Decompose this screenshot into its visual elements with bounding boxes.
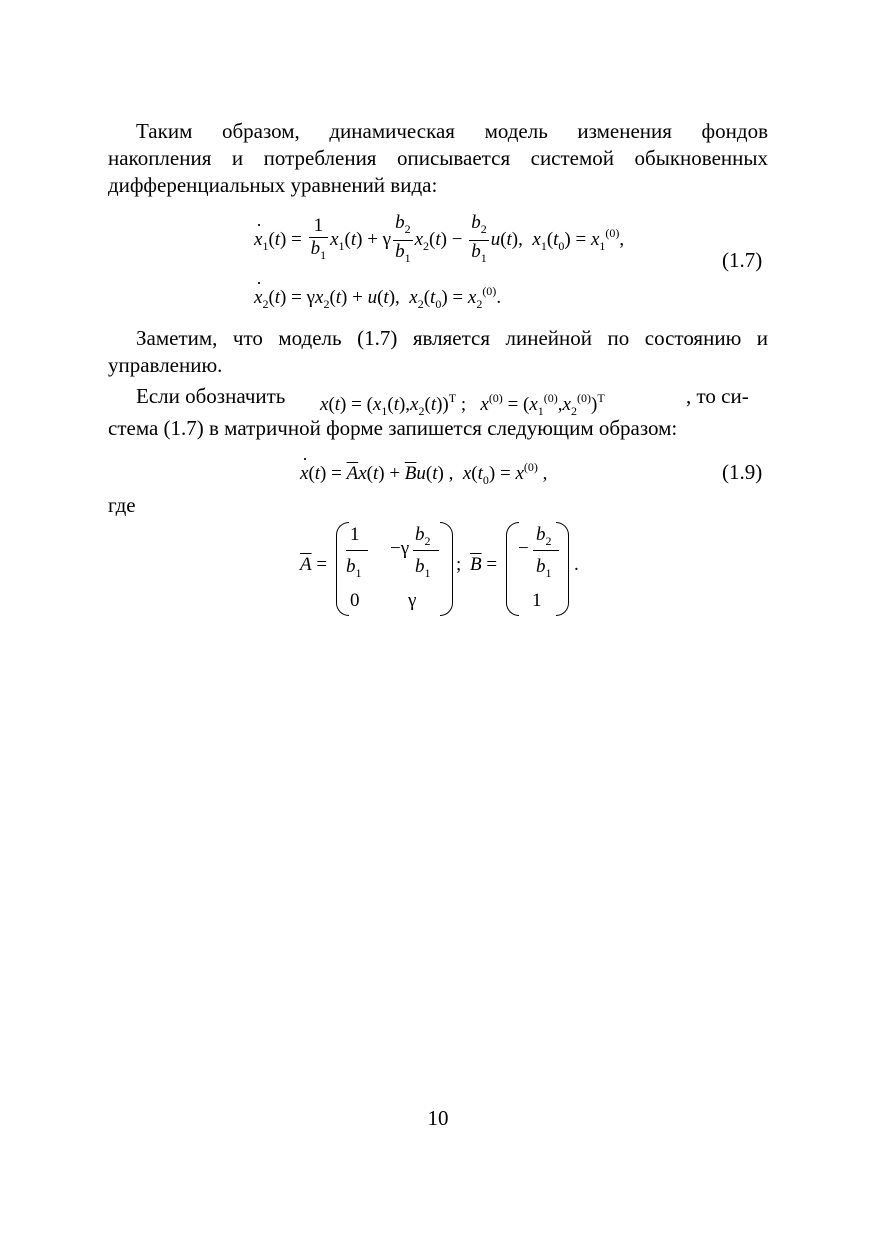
matrix-b-cell-1-den: $b_1$ [536,556,552,580]
matrix-b-label: $\overline{B}$ = [470,554,498,575]
paragraph-intro [108,118,768,199]
matrix-a-label: $\overline{A}$ = [300,554,328,575]
matrix-a-cell-21: 0 [350,590,360,611]
matrix-a-cell-22: γ [408,590,417,611]
text-line: накопления и потребления описывается системой обыкновенных [108,146,768,170]
matrix-separator: ; [456,554,462,575]
matrix-b-cell-1-sign: − [518,538,529,559]
equation-1-9: · $x(t) = \overline{A}x(t) + \overline{B}u(t)$ , $x(t_0) = x^{(0)}$ , [300,460,547,488]
text-line: стема (1.7) в матричной форме запишется следующим образом: [108,416,678,440]
matrix-a-right-paren [440,522,453,616]
text-line: Заметим, что модель (1.7) является линейной по состоянию и [136,326,768,350]
text-line: Таким образом, динамическая модель изменения фондов [136,119,768,143]
matrix-a-cell-11-den: $b_1$ [346,556,362,580]
equation-number-1-9: (1.9) [722,460,763,484]
equation-1-7-line-1: · $x_1(t)$ = $\frac{1}{b_1}$ $x_1(t) + \gamma$ $\frac{b_2}{b_1}$ $x_2(t)$ − $\frac{b_2}{b_1}$ u(t), $x_1(t_0) = x_1^{(0)}$, [254,212,624,269]
matrix-a-cell-12-num: $b_2$ [415,524,431,548]
matrix-a-cell-12-den: $b_1$ [415,556,431,580]
text-fragment: , то си- [686,384,749,408]
matrix-end-period: . [574,554,579,575]
matrix-b-left-paren [506,522,519,616]
equation-1-7-line-2: · $x_2(t) = \gamma x_2(t) + u(t)$, $x_2(t_0) = x_2^{(0)}$. [254,284,501,312]
text-line: управлению. [108,353,223,377]
text-line: где [108,493,136,517]
text-fragment: Если обозначить [136,384,286,408]
inline-math-x-vector: $x(t) = (x_1(t),x_2(t))^T$ ; $x^{(0)} = (x_1^{(0)},x_2^{(0)})^T$ [320,391,605,418]
paragraph-where [108,492,768,519]
text-line: дифференциальных уравнений вида: [108,173,438,197]
matrix-b-right-paren [556,522,569,616]
matrix-b-cell-1-num: $b_2$ [536,524,552,548]
matrix-a-fraction-bar [346,550,368,551]
equation-number-1-7: (1.7) [722,248,763,272]
matrix-a-fraction-bar [413,550,439,551]
matrix-a-cell-12-sign: −γ [390,538,410,559]
matrix-a-cell-11: 1 [350,524,360,545]
page-number: 10 [427,1106,449,1130]
matrix-b-cell-2: 1 [532,590,542,611]
paragraph-remark [108,325,768,379]
